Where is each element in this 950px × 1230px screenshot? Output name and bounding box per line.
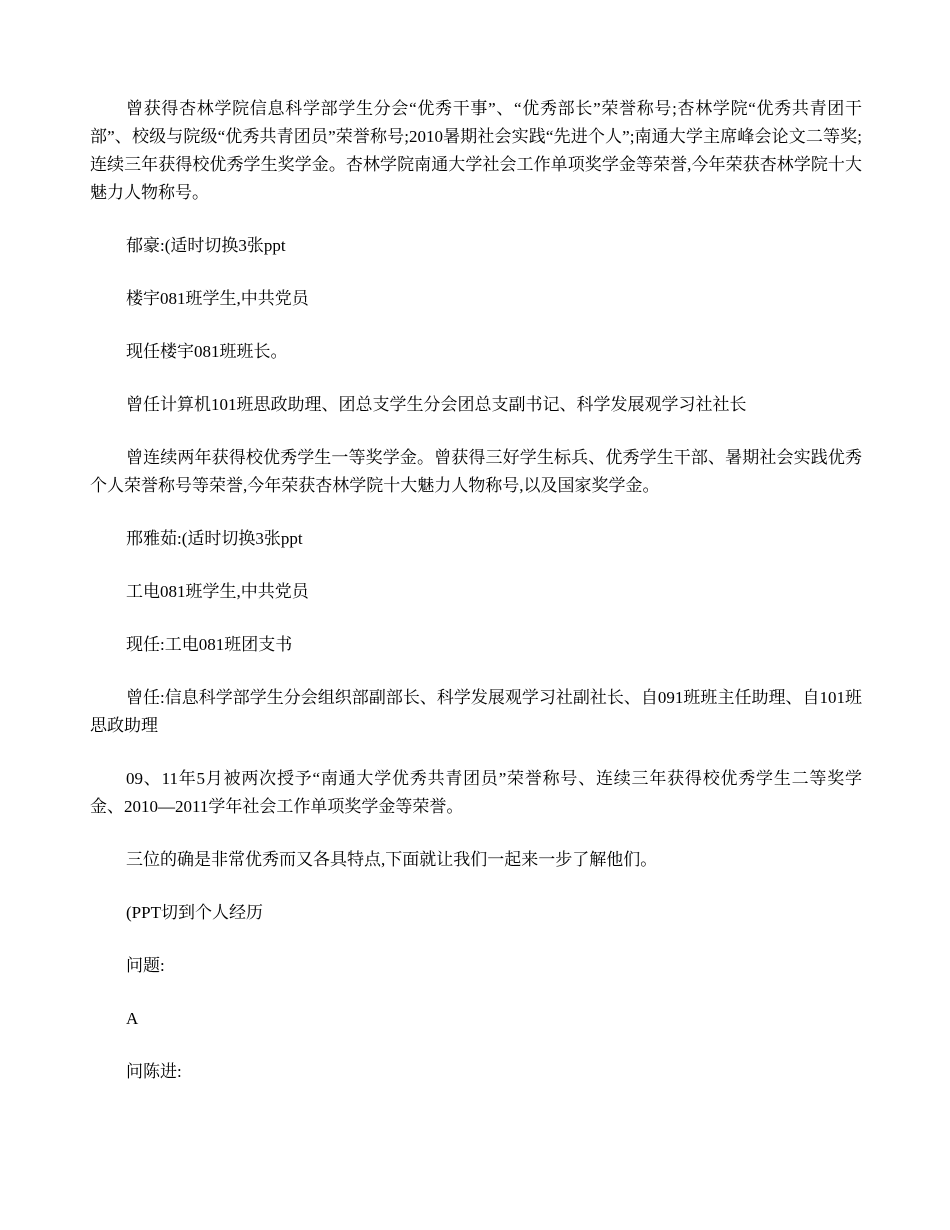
paragraph-yuhao-former-roles: 曾任计算机101班思政助理、团总支学生分会团总支副书记、科学发展观学习社社长 [126, 395, 747, 414]
paragraph-yuhao-honors: 曾连续两年获得校优秀学生一等奖学金。曾获得三好学生标兵、优秀学生干部、暑期社会实践优秀个人荣誉称号等荣誉,今年荣获杏林学院十大魅力人物称号,以及国家奖学金。 [90, 448, 862, 495]
paragraph-yuhao-current-role: 现任楼宇081班班长。 [126, 342, 288, 361]
paragraph-xingyaru-class: 工电081班学生,中共党员 [126, 582, 309, 601]
paragraph-ppt-cue: (PPT切到个人经历 [126, 903, 263, 922]
paragraph-xingyaru-current-role: 现任:工电081班团支书 [126, 635, 293, 654]
paragraph-yuhao-class: 楼宇081班学生,中共党员 [126, 289, 309, 308]
paragraph-xingyaru-former-roles: 曾任:信息科学部学生分会组织部副部长、科学发展观学习社副社长、自091班班主任助理、自101班思政助理 [90, 688, 862, 735]
paragraph-ask-chenjin: 问陈进: [126, 1062, 182, 1081]
document-body [90, 95, 862, 1111]
paragraph-questions-heading: 问题: [126, 956, 165, 975]
paragraph-xingyaru-heading: 邢雅茹:(适时切换3张ppt [126, 529, 303, 548]
paragraph-honors-summary: 曾获得杏林学院信息科学部学生分会“优秀干事”、“优秀部长”荣誉称号;杏林学院“优秀共青团干部”、校级与院级“优秀共青团员”荣誉称号;2010暑期社会实践“先进个人”;南通大学主席峰会论文二等奖;连续三年获得校优秀学生奖学金。杏林学院南通大学社会工作单项奖学金等荣誉,今年荣获杏林学院十大魅力人物称号。 [90, 99, 862, 202]
paragraph-yuhao-heading: 郁豪:(适时切换3张ppt [126, 236, 286, 255]
paragraph-xingyaru-honors: 09、11年5月被两次授予“南通大学优秀共青团员”荣誉称号、连续三年获得校优秀学生二等奖学金、2010—2011学年社会工作单项奖学金等荣誉。 [90, 769, 862, 816]
paragraph-section-a: A [126, 1009, 139, 1028]
paragraph-transition: 三位的确是非常优秀而又各具特点,下面就让我们一起来一步了解他们。 [126, 850, 658, 869]
